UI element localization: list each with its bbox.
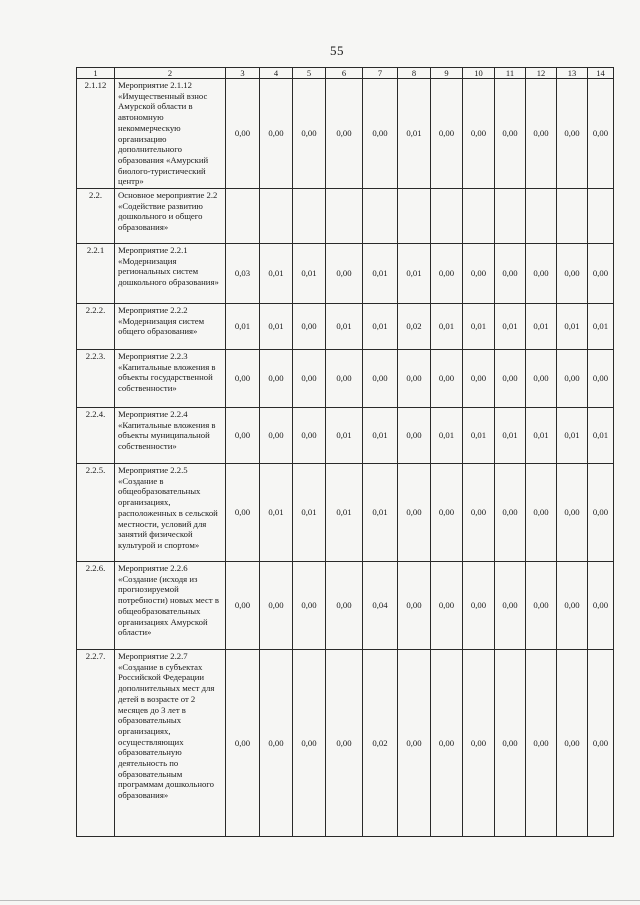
row-code: 2.2.6. [77,562,115,650]
row-value-cell: 0,00 [431,464,463,562]
row-value-cell: 0,01 [398,79,431,189]
row-value-cell: 0,01 [260,304,293,350]
row-value-cell [526,189,557,244]
row-value-cell: 0,01 [326,464,363,562]
row-value-cell: 0,00 [495,244,526,304]
row-value-cell: 0,00 [293,408,326,464]
row-value-cell: 0,01 [363,304,398,350]
row-value-cell: 0,01 [431,304,463,350]
row-value-cell: 0,00 [526,650,557,837]
row-value-cell: 0,01 [495,408,526,464]
row-value-cell: 0,01 [557,304,588,350]
table-row [77,244,614,304]
row-value-cell: 0,01 [293,244,326,304]
row-value-cell: 0,00 [226,562,260,650]
column-header: 9 [431,68,463,79]
row-value-cell: 0,00 [431,650,463,837]
table-header-row [77,68,614,79]
row-value-cell: 0,00 [557,650,588,837]
table-row [77,408,614,464]
row-value-cell [363,189,398,244]
row-value-cell: 0,00 [557,79,588,189]
row-value-cell: 0,01 [260,244,293,304]
column-header: 12 [526,68,557,79]
row-code: 2.2.1 [77,244,115,304]
row-value-cell [557,189,588,244]
row-activity-name: Мероприятие 2.2.3 «Капитальные вложения в объекты государственной собственности» [115,350,226,408]
row-value-cell: 0,00 [588,562,614,650]
row-value-cell: 0,00 [588,464,614,562]
column-header: 7 [363,68,398,79]
row-value-cell [588,189,614,244]
row-value-cell: 0,01 [495,304,526,350]
row-value-cell [495,189,526,244]
row-value-cell: 0,03 [226,244,260,304]
column-header: 14 [588,68,614,79]
row-value-cell: 0,01 [363,464,398,562]
row-value-cell [226,189,260,244]
row-value-cell: 0,00 [495,79,526,189]
row-code: 2.2.4. [77,408,115,464]
table-row [77,304,614,350]
row-value-cell: 0,00 [226,464,260,562]
row-value-cell: 0,00 [326,350,363,408]
row-value-cell: 0,00 [526,244,557,304]
row-value-cell: 0,00 [260,79,293,189]
row-value-cell: 0,00 [326,244,363,304]
table-row [77,650,614,837]
row-value-cell: 0,00 [398,408,431,464]
row-value-cell: 0,00 [226,650,260,837]
row-value-cell: 0,00 [495,350,526,408]
row-activity-name: Мероприятие 2.2.5 «Создание в общеобразовательных организациях, расположенных в сельской местности, условий для занятий физической культурой и спортом» [115,464,226,562]
row-value-cell: 0,00 [463,464,495,562]
table-row [77,189,614,244]
row-value-cell: 0,01 [431,408,463,464]
row-value-cell: 0,01 [260,464,293,562]
row-value-cell: 0,02 [398,304,431,350]
row-value-cell: 0,00 [495,562,526,650]
row-value-cell: 0,01 [526,304,557,350]
row-value-cell: 0,00 [495,650,526,837]
row-value-cell [431,189,463,244]
row-value-cell: 0,00 [588,244,614,304]
row-value-cell: 0,00 [293,562,326,650]
column-header: 5 [293,68,326,79]
row-value-cell: 0,00 [557,464,588,562]
row-value-cell: 0,01 [463,408,495,464]
row-value-cell: 0,00 [526,79,557,189]
row-activity-name: Мероприятие 2.2.4 «Капитальные вложения в объекты муниципальной собственности» [115,408,226,464]
row-value-cell: 0,00 [588,79,614,189]
row-value-cell: 0,00 [463,350,495,408]
row-value-cell: 0,00 [431,350,463,408]
row-value-cell: 0,00 [526,350,557,408]
table-row [77,464,614,562]
row-value-cell: 0,01 [363,408,398,464]
row-value-cell: 0,00 [398,464,431,562]
row-value-cell: 0,00 [463,79,495,189]
column-header: 10 [463,68,495,79]
column-header: 2 [115,68,226,79]
row-value-cell: 0,00 [557,562,588,650]
row-value-cell: 0,01 [363,244,398,304]
row-code: 2.2.3. [77,350,115,408]
row-value-cell: 0,00 [463,244,495,304]
row-value-cell: 0,00 [363,350,398,408]
column-header: 13 [557,68,588,79]
row-value-cell: 0,00 [293,79,326,189]
row-code: 2.2.2. [77,304,115,350]
column-header: 4 [260,68,293,79]
column-header: 8 [398,68,431,79]
row-value-cell: 0,00 [557,244,588,304]
row-value-cell: 0,00 [293,650,326,837]
row-activity-name: Мероприятие 2.2.7 «Создание в субъектах Российской Федерации дополнительных мест для детей в возрасте от 2 месяцев до 3 лет в образовательных организациях, осуществляющих образовательную деятельность по образовательным программам дошкольного образования» [115,650,226,837]
row-value-cell: 0,00 [293,350,326,408]
row-value-cell: 0,00 [431,79,463,189]
row-code: 2.2.5. [77,464,115,562]
row-value-cell: 0,00 [398,350,431,408]
row-activity-name: Мероприятие 2.2.1 «Модернизация региональных систем дошкольного образования» [115,244,226,304]
row-value-cell [260,189,293,244]
row-value-cell: 0,01 [398,244,431,304]
row-value-cell: 0,00 [431,562,463,650]
row-value-cell: 0,02 [363,650,398,837]
page-number: 55 [330,43,344,58]
row-activity-name: Основное мероприятие 2.2 «Содействие развитию дошкольного и общего образования» [115,189,226,244]
row-code: 2.2. [77,189,115,244]
row-value-cell: 0,00 [588,350,614,408]
row-value-cell: 0,01 [226,304,260,350]
expenditure-table [76,67,614,837]
row-activity-name: Мероприятие 2.2.2 «Модернизация систем общего образования» [115,304,226,350]
row-value-cell: 0,00 [260,650,293,837]
row-value-cell: 0,00 [326,562,363,650]
table-row [77,79,614,189]
row-value-cell: 0,01 [557,408,588,464]
row-value-cell: 0,00 [260,350,293,408]
row-value-cell: 0,00 [398,650,431,837]
row-value-cell: 0,01 [326,304,363,350]
row-value-cell: 0,00 [463,562,495,650]
row-value-cell: 0,01 [326,408,363,464]
row-value-cell: 0,00 [260,408,293,464]
row-value-cell: 0,00 [226,79,260,189]
row-value-cell: 0,00 [226,350,260,408]
column-header: 6 [326,68,363,79]
column-header: 1 [77,68,115,79]
row-value-cell: 0,00 [588,650,614,837]
row-value-cell: 0,00 [431,244,463,304]
row-value-cell: 0,01 [588,408,614,464]
table-row [77,562,614,650]
row-value-cell: 0,00 [326,79,363,189]
column-header: 11 [495,68,526,79]
row-code: 2.2.7. [77,650,115,837]
row-value-cell [326,189,363,244]
row-value-cell: 0,00 [398,562,431,650]
row-value-cell [293,189,326,244]
row-value-cell: 0,01 [526,408,557,464]
table-row [77,350,614,408]
row-value-cell: 0,00 [293,304,326,350]
row-value-cell [398,189,431,244]
row-value-cell: 0,00 [463,650,495,837]
row-value-cell: 0,00 [526,464,557,562]
row-value-cell: 0,00 [526,562,557,650]
row-value-cell: 0,00 [260,562,293,650]
row-value-cell: 0,00 [495,464,526,562]
row-code: 2.1.12 [77,79,115,189]
column-header: 3 [226,68,260,79]
row-value-cell: 0,04 [363,562,398,650]
row-value-cell: 0,00 [326,650,363,837]
row-value-cell [463,189,495,244]
scan-edge-mark [0,900,640,901]
row-value-cell: 0,01 [293,464,326,562]
row-value-cell: 0,00 [557,350,588,408]
row-activity-name: Мероприятие 2.1.12 «Имущественный взнос Амурской области в автономную некоммерческую организацию дополнительного образования «Амурский биолого-туристический центр» [115,79,226,189]
row-activity-name: Мероприятие 2.2.6 «Создание (исходя из прогнозируемой потребности) новых мест в общеобразовательных организациях Амурской области» [115,562,226,650]
row-value-cell: 0,00 [226,408,260,464]
row-value-cell: 0,00 [363,79,398,189]
row-value-cell: 0,01 [463,304,495,350]
row-value-cell: 0,01 [588,304,614,350]
